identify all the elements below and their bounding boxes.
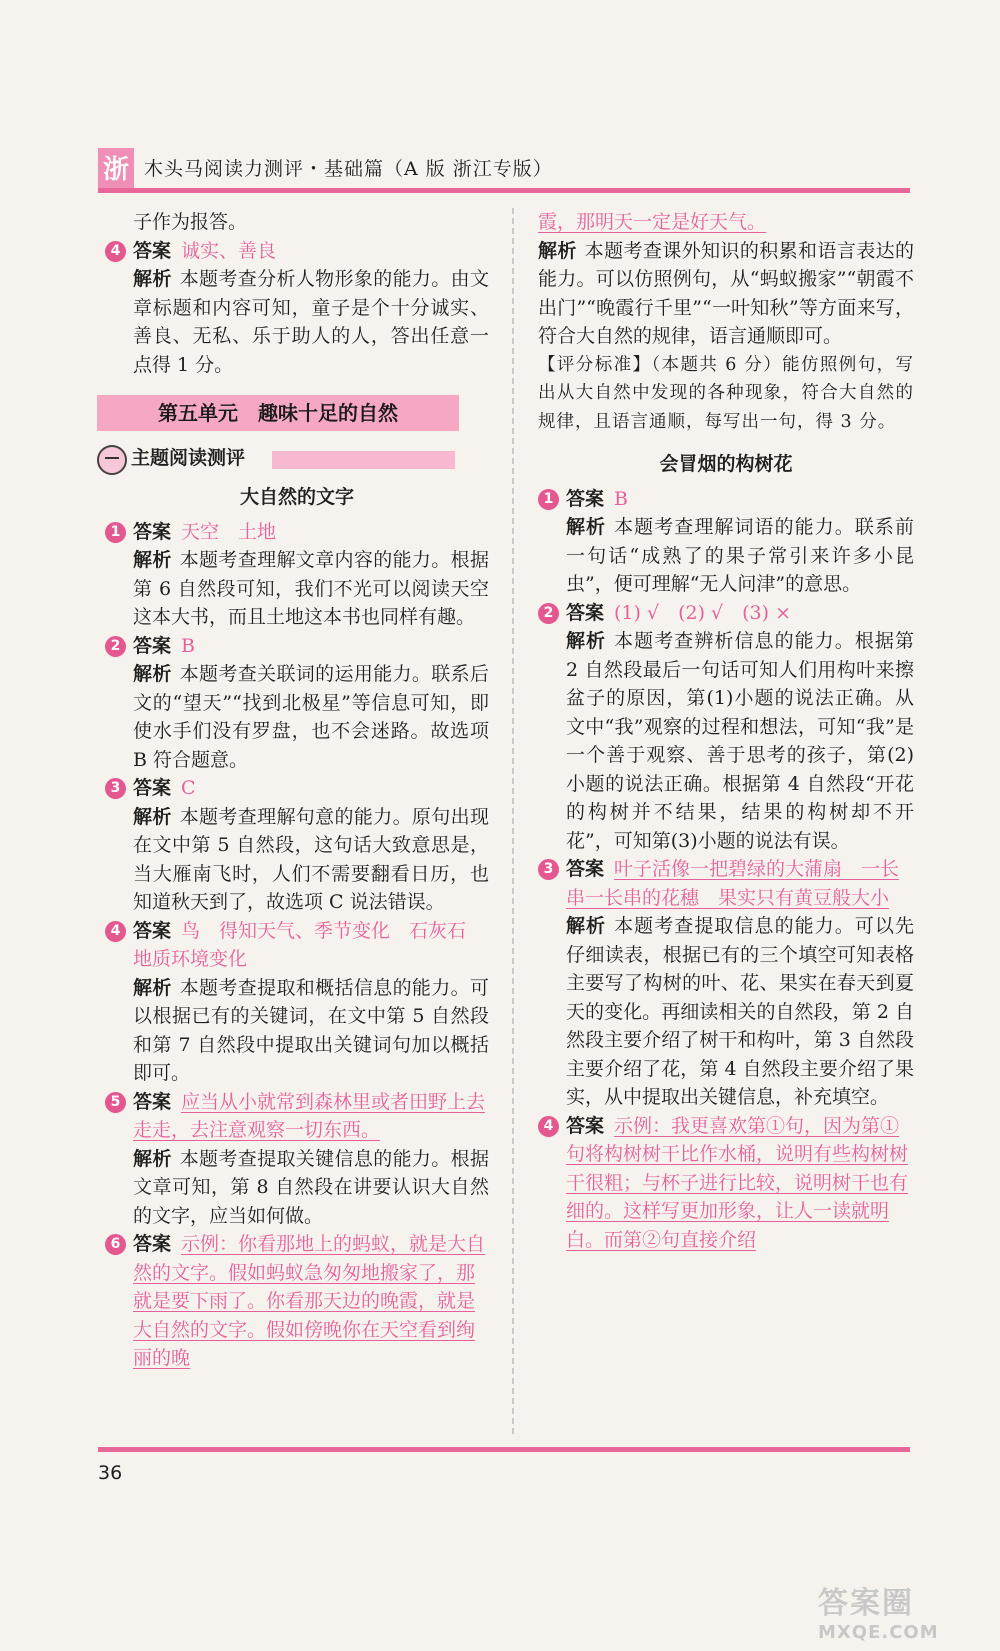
book-title: 木头马阅读力测评・基础篇（A 版 浙江专版） xyxy=(144,158,553,180)
answer-1 xyxy=(538,485,914,514)
analysis-text: 本题考查分析人物形象的能力。由文章标题和内容可知，童子是个十分诚实、善良、无私、乐于助人的人，答出任意一点得 1 分。 xyxy=(133,268,489,376)
analysis-label: 解析 xyxy=(133,1147,172,1170)
answer-label: 答案 xyxy=(133,1233,172,1255)
answer-label: 答案 xyxy=(133,239,172,262)
theme-label: 主题阅读测评 xyxy=(131,447,246,469)
analysis-text: 本题考查课外知识的积累和语言表达的能力。可以仿照例句，从“蚂蚁搬家”“朝霞不出门”“晚霞行千里”“一叶知秋”等方面来写，符合大自然的规律，语言通顺即可。 xyxy=(538,239,914,347)
answer-text: 应当从小就常到森林里或者田野上去走走，去注意观察一切东西。 xyxy=(133,1090,486,1141)
analysis-text: 本题考查理解词语的能力。联系前一句话“成熟了的果子常引来许多小昆虫”，便可理解“无人问津”的意思。 xyxy=(566,516,914,595)
answer-6 xyxy=(105,1230,489,1373)
analysis-text: 本题考查关联词的运用能力。联系后文的“望天”“找到北极星”等信息可知，即使水手们没有罗盘，也不会迷路。故选项 B 符合题意。 xyxy=(133,663,489,771)
analysis-label: 解析 xyxy=(133,268,172,290)
answer-label: 答案 xyxy=(133,919,172,942)
answer-5 xyxy=(105,1088,489,1145)
analysis-text: 本题考查提取关键信息的能力。根据文章可知，第 8 自然段在讲要认识大自然的文字，应当如何做。 xyxy=(133,1147,489,1227)
analysis-2 xyxy=(105,660,489,774)
column-divider xyxy=(512,208,514,1434)
theme-row xyxy=(97,441,489,477)
analysis-label: 解析 xyxy=(133,805,172,828)
answer-label: 答案 xyxy=(566,1114,605,1137)
analysis-label: 解析 xyxy=(133,549,172,571)
analysis-label: 解析 xyxy=(566,516,607,538)
analysis-label: 解析 xyxy=(566,630,607,652)
analysis-4-prev xyxy=(105,265,489,379)
answer-1 xyxy=(105,518,489,547)
analysis-5 xyxy=(105,1145,489,1231)
question-number: 2 xyxy=(538,603,559,624)
intro-tail: 子作为报答。 xyxy=(133,211,248,233)
answer-6-continued xyxy=(538,208,914,237)
question-number: 1 xyxy=(538,489,559,510)
answer-label: 答案 xyxy=(566,858,605,880)
question-number: 2 xyxy=(105,636,126,657)
answer-label: 答案 xyxy=(133,520,172,543)
answer-2 xyxy=(538,599,914,628)
analysis-6 xyxy=(538,237,914,351)
answer-label: 答案 xyxy=(133,634,172,657)
answer-3 xyxy=(538,855,914,912)
unit-banner: 第五单元 趣味十足的自然 xyxy=(97,395,459,431)
answer-4 xyxy=(105,917,489,974)
question-number: 6 xyxy=(105,1234,126,1255)
answer-text: (1) √ (2) √ (3) × xyxy=(614,601,792,624)
analysis-3 xyxy=(105,803,489,917)
question-number: 4 xyxy=(105,921,126,942)
question-number: 3 xyxy=(105,778,126,799)
left-column xyxy=(105,208,489,1373)
answer-text: 诚实、善良 xyxy=(181,239,277,262)
analysis-text: 本题考查理解句意的能力。原句出现在文中第 5 自然段，这句话大致意思是，当大雁南飞时，人们不需要翻看日历，也知道秋天到了，故选项 C 说法错误。 xyxy=(133,805,489,913)
answer-text: 示例：我更喜欢第①句，因为第①句将构树树干比作水桶，说明有些构树树干很粗；与杯子进行比较，说明树干也有细的。这样写更加形象，让人一读就明白。而第②句直接介绍 xyxy=(566,1114,909,1251)
analysis-label: 解析 xyxy=(538,239,577,262)
province-badge: 浙 xyxy=(98,148,134,192)
answer-text: B xyxy=(614,487,628,510)
page-header xyxy=(98,148,910,192)
analysis-1 xyxy=(105,546,489,632)
analysis-text: 本题考查理解文章内容的能力。根据第 6 自然段可知，我们不光可以阅读天空这本大书，而且土地这本书也同样有趣。 xyxy=(133,549,489,628)
analysis-1 xyxy=(538,513,914,599)
analysis-text: 本题考查提取和概括信息的能力。可以根据已有的关键词，在文中第 5 自然段和第 7 自然段中提取出关键词句加以概括即可。 xyxy=(133,976,489,1084)
answer-4 xyxy=(538,1112,914,1255)
answer-text: 霞，那明天一定是好天气。 xyxy=(538,211,767,233)
page-number: 36 xyxy=(98,1462,123,1484)
footer-rule xyxy=(98,1447,910,1452)
analysis-text: 本题考查辨析信息的能力。根据第 2 自然段最后一句话可知人们用构叶来擦盆子的原因，第(1)小题的说法正确。从文中“我”观察的过程和想法，可知“我”是一个善于观察、善于思考的孩子，第(2)小题的说法正确。根据第 4 自然段“开花的构树并不结果，结果的构树却不开花”，可知第(3)小题的说法有误。 xyxy=(566,630,914,852)
answer-text: 天空 土地 xyxy=(181,520,277,543)
analysis-2 xyxy=(538,627,914,855)
scoring-standard: 【评分标准】（本题共 6 分）能仿照例句，写出从大自然中发现的各种现象，符合大自然的规律，且语言通顺，每写出一句，得 3 分。 xyxy=(538,354,914,432)
analysis-label: 解析 xyxy=(133,663,172,685)
analysis-4 xyxy=(105,974,489,1088)
question-number: 3 xyxy=(538,859,559,880)
article-title: 会冒烟的构树花 xyxy=(659,453,793,475)
answer-label: 答案 xyxy=(566,487,605,510)
analysis-label: 解析 xyxy=(566,915,607,937)
answer-label: 答案 xyxy=(133,777,172,799)
answer-text: 鸟 得知天气、季节变化 石灰石 地质环境变化 xyxy=(133,919,486,970)
watermark-url: MXQE.COM xyxy=(818,1622,939,1643)
answer-label: 答案 xyxy=(133,1090,172,1113)
answer-text: 叶子活像一把碧绿的大蒲扇 一长串一长串的花穗 果实只有黄豆般大小 xyxy=(566,858,900,909)
analysis-label: 解析 xyxy=(133,976,172,999)
right-column xyxy=(538,208,914,1254)
watermark-logo: 答案圈 xyxy=(818,1586,914,1621)
header-rule xyxy=(98,188,910,193)
answer-text: 示例：你看那地上的蚂蚁，就是大自然的文字。假如蚂蚁急匆匆地搬家了，那就是要下雨了。你看那天边的晚霞，就是大自然的文字。假如傍晚你在天空看到绚丽的晚 xyxy=(133,1233,486,1369)
answer-4-prev xyxy=(105,237,489,266)
question-number: 5 xyxy=(105,1092,126,1113)
question-number: 1 xyxy=(105,522,126,543)
theme-bar xyxy=(272,451,455,469)
answer-text: B xyxy=(181,634,195,657)
article-title: 大自然的文字 xyxy=(239,486,354,508)
question-number: 4 xyxy=(538,1116,559,1137)
answer-3 xyxy=(105,774,489,803)
analysis-3 xyxy=(538,912,914,1112)
analysis-text: 本题考查提取信息的能力。可以先仔细读表，根据已有的三个填空可知表格主要写了构树的叶、花、果实在春天到夏天的变化。再细读相关的自然段，第 2 自然段主要介绍了树干和构叶，第 3 自然段主要介绍了花，第 4 自然段主要介绍了果实，从中提取出关键信息，补充填空。 xyxy=(566,915,914,1108)
reader-icon xyxy=(97,445,127,475)
question-number: 4 xyxy=(105,241,126,262)
answer-label: 答案 xyxy=(566,601,605,624)
answer-text: C xyxy=(181,777,196,799)
answer-2 xyxy=(105,632,489,661)
